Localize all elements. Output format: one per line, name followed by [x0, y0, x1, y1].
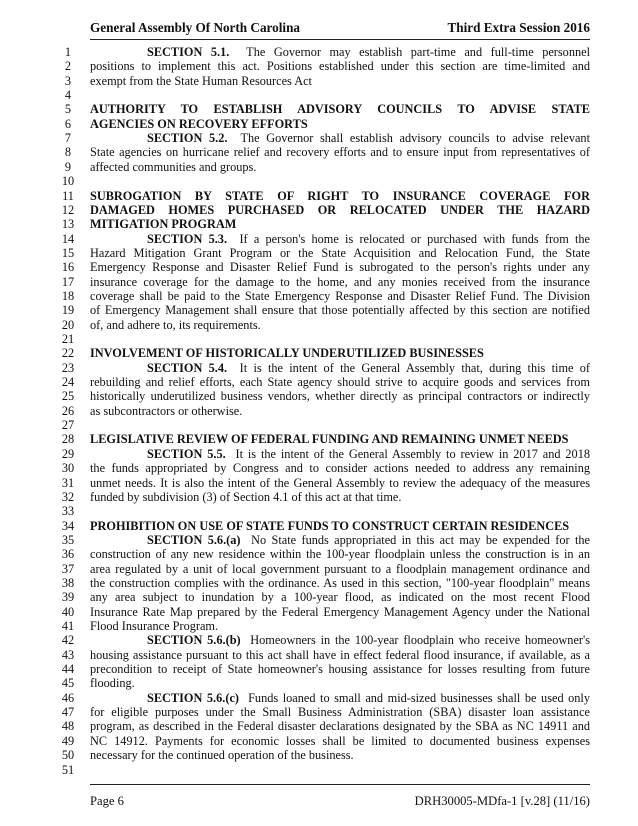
section-label: SECTION 5.6.(a) [147, 532, 241, 547]
line-number: 24 [61, 375, 75, 390]
line-number: 14 [61, 231, 75, 246]
section-heading: LEGISLATIVE REVIEW OF FEDERAL FUNDING AND REMAINING UNMET NEEDS [90, 432, 569, 447]
text-line: flooding. [90, 676, 135, 691]
line-number: 10 [61, 174, 75, 189]
text-line: NC 14912. Payments for economic losses shall be limited to documented business expenses [90, 733, 590, 748]
line-number: 25 [61, 389, 75, 404]
line-number: 28 [61, 432, 75, 447]
line-number: 8 [64, 145, 72, 160]
line-number: 39 [61, 590, 75, 605]
section-text: The Governor shall establish advisory councils to advise relevant [227, 131, 590, 146]
text-line: Hazard Mitigation Grant Program or the State Acquisition and Relocation Fund, the State [90, 245, 590, 260]
section-heading: SUBROGATION BY STATE OF RIGHT TO INSURANCE COVERAGE FOR [90, 188, 590, 203]
section-label: SECTION 5.4. [147, 360, 228, 375]
text-line: program, as described in the Federal disaster declarations designated by the SBA as NC 14911 and [90, 719, 590, 734]
line-number: 47 [61, 705, 75, 720]
section-text: Homeowners in the 100-year floodplain who receive homeowner's [240, 633, 590, 648]
text-line: construction of any new residence within the 100-year floodplain unless the construction is in an [90, 547, 590, 562]
line-number: 37 [61, 561, 75, 576]
line-number: 41 [61, 619, 75, 633]
line-number: 46 [61, 690, 75, 705]
text-line: necessary for the continued operation of the business. [90, 748, 354, 763]
line-number: 17 [61, 274, 75, 289]
text-line: Flood Insurance Program. [90, 619, 219, 633]
line-number: 15 [61, 245, 75, 260]
text-line: positions to implement this act. Positions established under this section are time-limited and [90, 59, 590, 74]
text-line: of, and adhere to, its requirements. [90, 317, 261, 332]
line-number: 51 [61, 762, 75, 777]
section-text: Funds loaned to small and mid-sized businesses shall be used only [239, 690, 590, 705]
line-number: 31 [61, 475, 75, 490]
line-number: 19 [61, 303, 75, 318]
line-number: 13 [61, 217, 75, 232]
text-line: rebuilding and relief efforts, each State agency should strive to acquire goods and services from [90, 375, 590, 390]
section-label: SECTION 5.3. [147, 231, 228, 246]
line-number: 48 [61, 719, 75, 734]
section-label: SECTION 5.6.(c) [147, 690, 239, 705]
section-heading: PROHIBITION ON USE OF STATE FUNDS TO CONSTRUCT CERTAIN RESIDENCES [90, 518, 570, 533]
text-line: State agencies on hurricane relief and recovery efforts and to ensure input from representatives of [90, 145, 590, 160]
text-line: precondition to receipt of State homeowner's housing assistance for losses resulting from future [90, 662, 590, 677]
text-line: historically underutilized business vendors, whether directly as principal contractors or indirectly [90, 389, 590, 404]
section-label: SECTION 5.2. [147, 131, 228, 146]
line-number: 27 [61, 418, 75, 433]
section-text: The Governor may establish part-time and full-time personnel [229, 45, 590, 59]
line-number: 44 [61, 662, 75, 677]
section-text: It is the intent of the General Assembly that, during this time of [227, 360, 590, 375]
line-number: 29 [61, 446, 75, 461]
line-number: 23 [61, 360, 75, 375]
line-number: 3 [64, 73, 72, 88]
section-heading: AGENCIES ON RECOVERY EFFORTS [90, 116, 308, 131]
header-left: General Assembly Of North Carolina [90, 20, 301, 35]
line-number: 42 [61, 633, 75, 648]
line-number: 36 [61, 547, 75, 562]
text-line: the funds appropriated by Congress and to consider actions needed to address any remaining [90, 461, 590, 476]
line-number: 33 [61, 504, 75, 519]
text-line: of Emergency Management shall ensure that those potentially affected by this section are notified [90, 303, 590, 318]
section-heading: AUTHORITY TO ESTABLISH ADVISORY COUNCILS TO ADVISE STATE [90, 102, 590, 117]
text-line: the construction complies with the ordinance. As used in this section, "100-year floodplain" means [90, 575, 590, 590]
line-number: 32 [61, 489, 75, 504]
section-label: SECTION 5.6.(b) [147, 633, 241, 648]
line-number: 30 [61, 461, 75, 476]
line-number: 21 [61, 332, 75, 346]
line-number: 12 [61, 202, 75, 217]
text-line: any area subject to inundation by a 100-year flood, as indicated on the most recent Flood [90, 590, 590, 605]
line-number: 6 [64, 116, 72, 131]
line-number: 26 [61, 403, 75, 418]
line-number: 49 [61, 733, 75, 748]
section-text: No State funds appropriated in this act may be expended for the [240, 532, 590, 547]
line-number: 2 [64, 59, 72, 74]
line-number: 20 [61, 317, 75, 332]
section-label: SECTION 5.5. [147, 446, 226, 461]
section-heading: INVOLVEMENT OF HISTORICALLY UNDERUTILIZED BUSINESSES [90, 346, 484, 361]
line-number: 43 [61, 647, 75, 662]
line-number: 9 [64, 159, 72, 174]
text-line: area regulated by a unit of local government pursuant to a floodplain management ordinance and [90, 561, 590, 576]
header-rule [90, 39, 590, 40]
text-line: housing assistance pursuant to this act shall have in effect federal flood insurance, if available, as a [90, 647, 590, 662]
text-line: unmet needs. It is also the intent of the General Assembly to review the adequacy of the measures [90, 475, 590, 490]
section-text: If a person's home is relocated or purchased with funds from the [227, 231, 590, 246]
text-line: funded by subdivision (3) of Section 4.1 of this act at that time. [90, 489, 402, 504]
footer-rule [90, 784, 590, 785]
document-id: DRH30005-MDfa-1 [v.28] (11/16) [414, 794, 590, 808]
line-number: 50 [61, 748, 75, 763]
text-line: exempt from the State Human Resources Act [90, 73, 312, 88]
section-text: It is the intent of the General Assembly to review in 2017 and 2018 [225, 446, 591, 461]
section-heading: DAMAGED HOMES PURCHASED OR RELOCATED UNDER THE HAZARD [90, 202, 590, 217]
section-label: SECTION 5.1. [147, 45, 230, 59]
header-right: Third Extra Session 2016 [447, 20, 590, 35]
text-line: as subcontractors or otherwise. [90, 403, 243, 418]
line-number: 45 [61, 676, 75, 691]
line-number: 38 [61, 575, 75, 590]
text-line: Emergency Response and Disaster Relief Fund is subrogated to the person's rights under any [90, 260, 590, 275]
line-number: 22 [61, 346, 75, 361]
line-number: 7 [64, 131, 72, 146]
text-line: insurance coverage for the damage to the home, and any monies received from the insurance [90, 274, 590, 289]
text-line: affected communities and groups. [90, 159, 257, 174]
text-line: for eligible purposes under the Small Business Administration (SBA) disaster loan assistance [90, 705, 590, 720]
text-line: Insurance Rate Map prepared by the Federal Emergency Management Agency under the National [90, 604, 590, 619]
text-line: coverage shall be paid to the State Emergency Response and Disaster Relief Fund. The Division [90, 288, 590, 303]
line-number: 5 [64, 102, 72, 117]
line-number: 35 [61, 532, 75, 547]
page-number: Page 6 [90, 794, 124, 808]
line-number: 18 [61, 288, 75, 303]
line-number: 16 [61, 260, 75, 275]
line-number: 1 [64, 45, 72, 59]
line-number: 4 [64, 88, 72, 103]
line-number: 34 [61, 518, 75, 533]
line-number: 40 [61, 604, 75, 619]
section-heading: MITIGATION PROGRAM [90, 217, 237, 232]
line-number: 11 [62, 188, 74, 203]
